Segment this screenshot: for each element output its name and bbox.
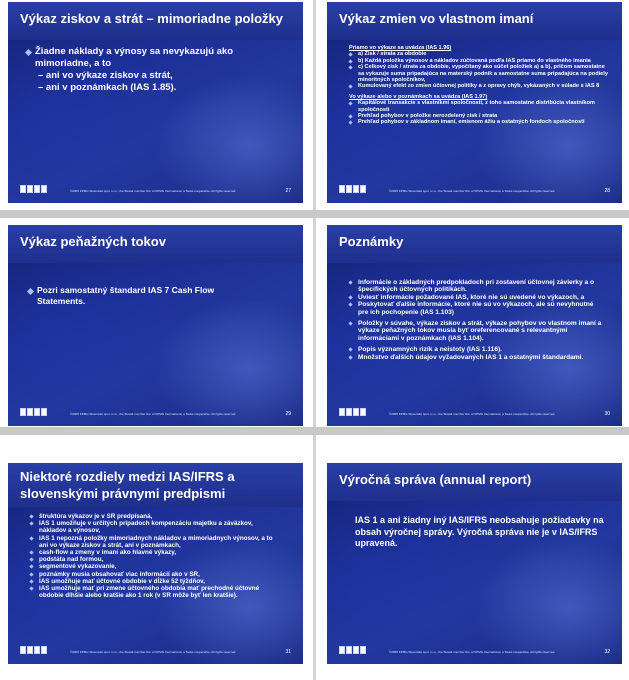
slide-title: Výkaz peňažných tokov <box>20 234 166 249</box>
dash-item: – ani v poznámkach (IAS 1.85). <box>38 82 177 93</box>
slide-body <box>349 279 604 361</box>
bullet-item: segmentové vykazovanie, <box>30 563 280 570</box>
slide-body <box>355 515 605 550</box>
kpmg-logo <box>339 646 366 654</box>
bullet-item: Pozri samostatný štandard IAS 7 Cash Flow Statements. <box>28 285 258 307</box>
bullet-item: štruktúra výkazov je v SR predpísaná, <box>30 513 280 520</box>
slide-thumbnail-30[interactable] <box>327 225 622 426</box>
copyright-text: ©2005 KPMG Slovensko spol. s r.o., the Slovak member firm of KPMG International, a Swiss cooperative. All rights reserved. <box>70 189 237 193</box>
copyright-text: ©2005 KPMG Slovensko spol. s r.o., the Slovak member firm of KPMG International, a Swiss cooperative. All rights reserved. <box>389 650 556 654</box>
bullet-item: Popis významných rizík a neistoty (IAS 1.116). <box>349 346 604 353</box>
slide-thumbnail-31[interactable] <box>8 463 303 664</box>
column-divider <box>313 0 316 680</box>
bullet-item: IAS 1 nepozná položky mimoriadnych nákladov a mimoriadnych výnosov, a to ani vo výkaze ziskov a strát, ani v poznámkach, <box>30 535 280 549</box>
bullet-item: c) Celkový zisk / strata za obdobie, vypočítaný ako súčet položiek a) a b), pričom samostatne sa vykazuje suma pripadajúca na materský podnik a samostatne suma pripadajúca na podiely minoritných spoločníkov, <box>349 64 609 83</box>
bullet-item: cash-flow a zmeny v imaní ako hlavné výkazy, <box>30 549 280 556</box>
slide-thumbnail-29[interactable] <box>8 225 303 426</box>
bullet-item: Prehľad pohybov v položke nerozdelený zisk / strata <box>349 113 609 119</box>
bullet-item: IAS umožňuje mať účtovné obdobie v dĺžke 52 týždňov, <box>30 578 280 585</box>
slide-body <box>28 285 258 307</box>
page-number: 27 <box>285 188 291 194</box>
copyright-text: ©2005 KPMG Slovensko spol. s r.o., the Slovak member firm of KPMG International, a Swiss cooperative. All rights reserved. <box>70 412 237 416</box>
row-divider <box>0 427 629 435</box>
bullet-item: IAS umožňuje mať pri zmene účtovného obdobia mať prechodné účtovné obdobie dlhšie alebo kratšie ako 1 rok (v SR môže byť len kratšie). <box>30 585 280 599</box>
kpmg-logo <box>20 185 47 193</box>
slide-title: Niektoré rozdiely medzi IAS/IFRS a slovenskými právnymi predpismi <box>20 469 235 501</box>
slide-thumbnail-28[interactable] <box>327 2 622 203</box>
slide-body <box>349 45 609 126</box>
bullet-item: poznámky musia obsahovať viac informácií ako v SR, <box>30 571 280 578</box>
bullet-item: Kapitálové transakcie s vlastníkmi spoločnosti, z toho samostatne distribúcia vlastníkom spoločnosti <box>349 100 609 113</box>
kpmg-logo <box>339 408 366 416</box>
page-number: 29 <box>285 411 291 417</box>
slide-title: Výkaz ziskov a strát – mimoriadne položky <box>20 11 283 26</box>
bullet-item: Žiadne náklady a výnosy sa nevykazujú ako mimoriadne, a to <box>26 46 276 70</box>
bullet-item: podstáta nad formou, <box>30 556 280 563</box>
bullet-item: Prehľad pohybov v základnom imaní, emisnom ážiu a ostatných fondoch spoločnosti <box>349 119 609 125</box>
bullet-item: Kumulovaný efekt zo zmien účtovnej politiky a z opravy chýb, vykázaných v súlade s IAS 8 <box>349 83 609 89</box>
copyright-text: ©2005 KPMG Slovensko spol. s r.o., the Slovak member firm of KPMG International, a Swiss cooperative. All rights reserved. <box>389 189 556 193</box>
bullet-item: IAS 1 umožňuje v určitých prípadoch kompenzáciu majetku a záväzkov, nákladov a výnosov, <box>30 520 280 534</box>
slide-body <box>30 513 280 599</box>
page-number: 32 <box>604 649 610 655</box>
bullet-item: Informácie o základných predpokladoch pri zostavení účtovnej závierky a o špecifických účtovných politikách. <box>349 279 604 294</box>
row-divider <box>0 210 629 218</box>
slide-thumbnail-32[interactable] <box>327 463 622 664</box>
slide-title: Výročná správa (annual report) <box>339 472 532 487</box>
kpmg-logo <box>20 408 47 416</box>
kpmg-logo <box>20 646 47 654</box>
slide-thumbnail-27[interactable] <box>8 2 303 203</box>
section-heading: Vo výkaze alebo v poznámkach sa uvádza (IAS 1.97) <box>349 93 488 100</box>
dash-item: – ani vo výkaze ziskov a strát, <box>38 70 173 81</box>
slide-body <box>26 46 276 94</box>
slide-title: Výkaz zmien vo vlastnom imaní <box>339 11 534 26</box>
bullet-item: Poskytovať ďalšie informácie, ktoré nie sú vo výkazoch, ale sú nevyhnutné pre ich pochopenie (IAS 1.103) <box>349 301 604 316</box>
copyright-text: ©2005 KPMG Slovensko spol. s r.o., the Slovak member firm of KPMG International, a Swiss cooperative. All rights reserved. <box>70 650 237 654</box>
page-number: 28 <box>604 188 610 194</box>
kpmg-logo <box>339 185 366 193</box>
bullet-item: Uviesť informácie požadované IAS, ktoré nie sú uvedené vo výkazoch, a <box>349 294 604 301</box>
body-text: IAS 1 a ani žiadny iný IAS/IFRS neobsahuje požiadavky na obsah výročnej správy. Výročná správa nie je v IAS/IFRS upravená. <box>355 515 604 548</box>
bullet-item: b) Každá položka výnosov a nákladov zúčtovaná podľa IAS priamo do vlastného imania <box>349 58 609 64</box>
page-number: 31 <box>285 649 291 655</box>
slide-title: Poznámky <box>339 234 404 249</box>
page-number: 30 <box>604 411 610 417</box>
bullet-item: a) Zisk / strata za obdobie <box>349 51 609 57</box>
bullet-item: Množstvo ďalších údajov vyžadovaných IAS 1 a ostatnými štandardami. <box>349 354 604 361</box>
copyright-text: ©2005 KPMG Slovensko spol. s r.o., the Slovak member firm of KPMG International, a Swiss cooperative. All rights reserved. <box>389 412 556 416</box>
bullet-item: Položky v súvahe, výkaze ziskov a strát, výkaze pohybov vo vlastnom imaní a výkaze peňažných tokov musia byť oreferencované s relevantnými informáciami v poznámkach (IAS 1.104). <box>349 320 604 342</box>
section-heading: Priamo vo výkaze sa uvádza (IAS 1.96) <box>349 45 452 51</box>
